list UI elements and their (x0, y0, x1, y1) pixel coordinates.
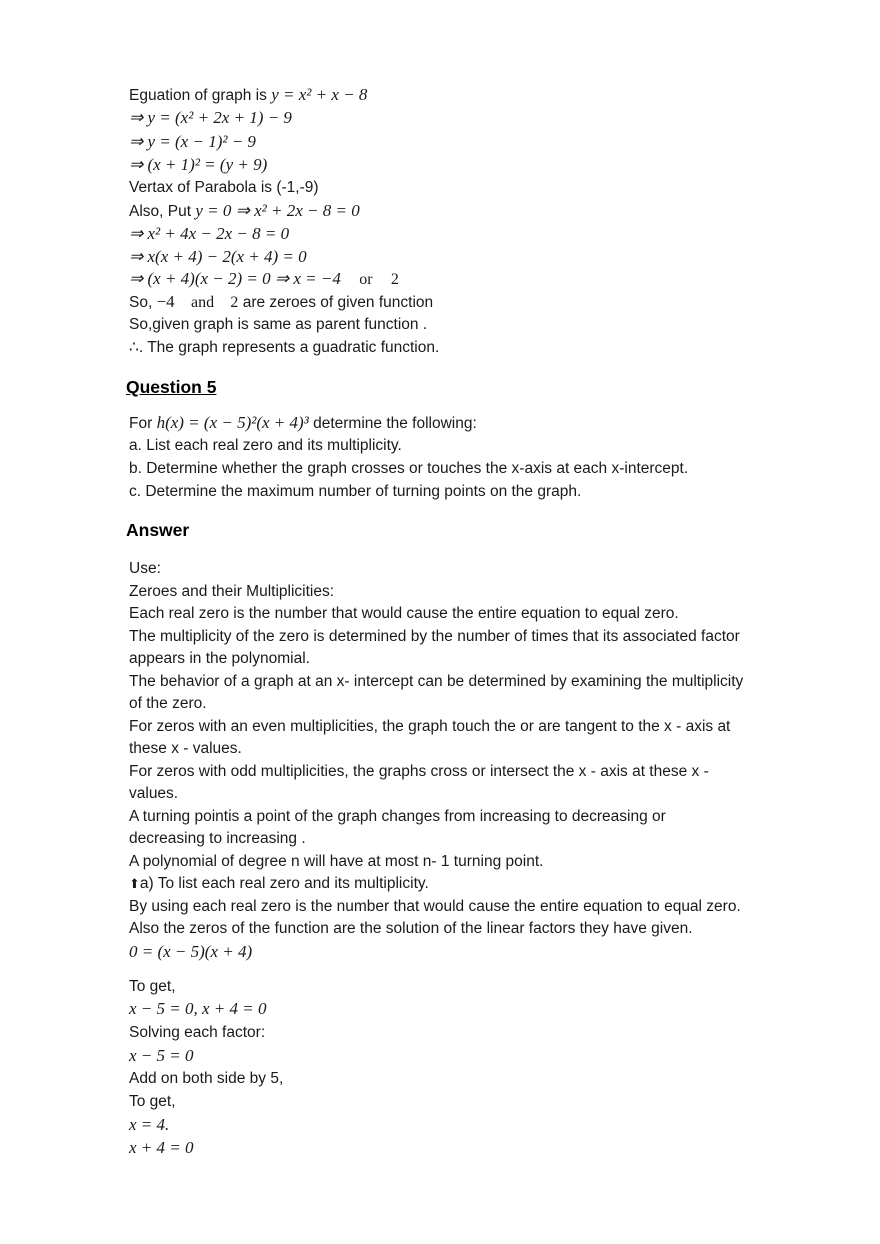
text-span: For (129, 415, 157, 432)
math-span: ⇒ x² + 4x − 2x − 8 = 0 (129, 224, 290, 243)
math-span: y = 0 ⇒ x² + 2x − 8 = 0 (195, 201, 360, 220)
answer-line: Use: (129, 560, 161, 577)
math-span: ⇒ y = (x² + 2x + 1) − 9 (129, 108, 292, 127)
math-span: ⇒ (x + 4)(x − 2) = 0 ⇒ x = −4 (129, 269, 341, 288)
answer-heading: Answer (126, 520, 190, 540)
answer-line: decreasing to increasing . (129, 830, 306, 847)
answer-line (129, 1138, 194, 1159)
text-line (129, 178, 319, 198)
answer-line: For zeros with odd multiplicities, the graphs cross or intersect the x - axis at these x - (129, 763, 709, 780)
equation-line (129, 269, 399, 290)
equation-line (129, 201, 360, 222)
math-span: x + 4 = 0 (129, 1138, 194, 1157)
answer-line (129, 942, 252, 963)
text-span: determine the following: (308, 415, 477, 432)
question-line (129, 413, 477, 434)
text-span: Also, Put (129, 203, 196, 220)
math-span: x − 5 = 0 (129, 1046, 194, 1065)
math-span: ⇒ x(x + 4) − 2(x + 4) = 0 (129, 247, 307, 266)
equation-line (129, 132, 256, 153)
text-span: are zeroes of given function (238, 294, 434, 311)
answer-line: Solving each factor: (129, 1024, 266, 1041)
equation-line (129, 108, 292, 129)
answer-line: these x - values. (129, 740, 242, 757)
math-span: y = x² + x − 8 (271, 85, 368, 104)
question-heading: Question 5 (126, 377, 217, 397)
answer-line: A turning pointis a point of the graph changes from increasing to decreasing or (129, 808, 666, 825)
question-part-c: c. Determine the maximum number of turning points on the graph. (129, 483, 582, 500)
answer-line: Each real zero is the number that would cause the entire equation to equal zero. (129, 605, 679, 622)
answer-line: appears in the polynomial. (129, 650, 310, 667)
math-span: −4 (156, 292, 175, 311)
equation-line (129, 247, 307, 268)
text-span: a) To list each real zero and its multiplicity. (139, 875, 429, 892)
equation-line (129, 224, 289, 245)
answer-line: Add on both side by 5, (129, 1070, 284, 1087)
answer-line: The behavior of a graph at an x- intercept can be determined by examining the multiplicity (129, 673, 744, 690)
up-arrow-icon: ⬆ (129, 876, 140, 891)
answer-line (129, 1115, 169, 1136)
answer-line: The multiplicity of the zero is determined by the number of times that its associated factor (129, 628, 740, 645)
math-span: x = 4. (129, 1115, 170, 1134)
question-part-a: a. List each real zero and its multiplicity. (129, 437, 402, 454)
text-line (129, 292, 433, 313)
text-line (129, 338, 439, 358)
answer-line: Also the zeros of the function are the solution of the linear factors they have given. (129, 920, 693, 937)
equation-line (129, 85, 367, 106)
math-span: ⇒ (x + 1)² = (y + 9) (129, 155, 268, 174)
answer-line (129, 1046, 194, 1067)
text-span: Eguation of graph is (129, 87, 272, 104)
text-span: ∴. The graph represents a guadratic function. (129, 339, 440, 356)
and-word: and (190, 294, 215, 311)
math-span: 2 (230, 294, 239, 311)
text-span: So,given graph is same as parent function . (129, 316, 428, 333)
answer-line (129, 874, 429, 894)
answer-line: of the zero. (129, 695, 207, 712)
math-span: h(x) = (x − 5)²(x + 4)³ (156, 413, 309, 432)
answer-line: To get, (129, 1093, 176, 1110)
text-line (129, 315, 427, 335)
answer-line (129, 999, 266, 1020)
answer-line: Zeroes and their Multiplicities: (129, 583, 335, 600)
math-span: 0 = (x − 5)(x + 4) (129, 942, 253, 961)
answer-line: values. (129, 785, 179, 802)
answer-line: By using each real zero is the number that would cause the entire equation to equal zero. (129, 898, 741, 915)
math-span: x − 5 = 0, x + 4 = 0 (129, 999, 267, 1018)
text-span: Vertax of Parabola is (-1,-9) (129, 179, 319, 196)
text-span: So, (129, 294, 157, 311)
answer-line: To get, (129, 978, 176, 995)
math-span: ⇒ y = (x − 1)² − 9 (129, 132, 256, 151)
or-word: or (359, 271, 373, 288)
math-span: 2 (390, 271, 399, 288)
answer-line: A polynomial of degree n will have at most n- 1 turning point. (129, 853, 544, 870)
equation-line (129, 155, 267, 176)
question-part-b: b. Determine whether the graph crosses or touches the x-axis at each x-intercept. (129, 460, 689, 477)
answer-line: For zeros with an even multiplicities, the graph touch the or are tangent to the x - axis at (129, 718, 731, 735)
